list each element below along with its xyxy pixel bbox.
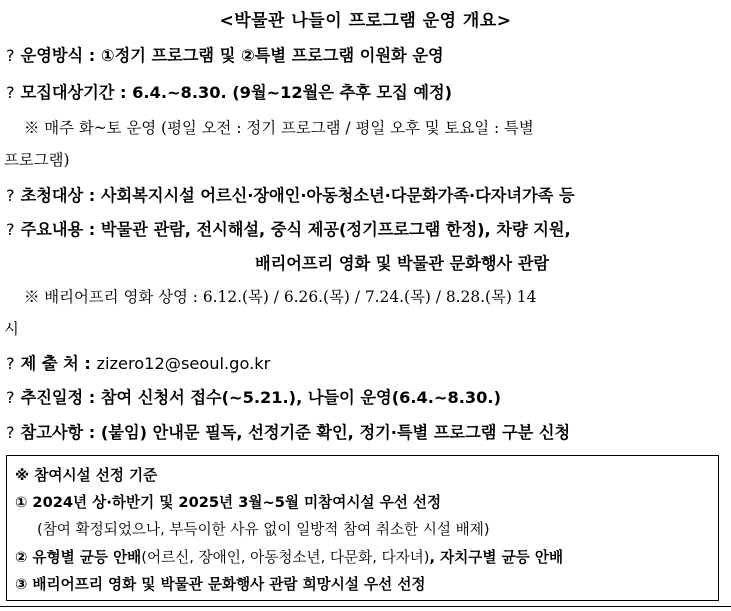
note-schedule-line2: 프로그램) [4,151,70,169]
list-item-schedule [6,384,725,408]
item-label: 모집대상기간 : [20,83,127,102]
submission-email: zizero12@seoul.go.kr [96,354,271,373]
bullet-glyph: ? [6,186,15,205]
criteria-item-1-sub: (참여 확정되었으나, 부득이한 사유 없이 일방적 참여 취소한 시설 배제) [37,521,490,538]
note-film-line2: 시 [4,320,19,338]
item-text: 박물관 관람, 전시해설, 중식 제공(정기프로그램 한정), 차량 지원, [100,220,571,239]
bullet-glyph: ? [6,423,15,442]
criteria-item-3: ③ 배리어프리 영화 및 박물관 문화행사 관람 희망시설 우선 선정 [15,576,426,593]
bullet-glyph: ? [6,46,15,65]
item-label: 주요내용 : [20,220,96,239]
item-label: 제 출 처 : [20,354,91,373]
page-title: <박물관 나들이 프로그램 운영 개요> [219,11,512,31]
item-label: 운영방식 : [20,46,96,65]
item-label: 추진일정 : [20,388,96,407]
item-text: 사회복지시설 어르신·장애인·아동청소년·다문화가족·다자녀가족 등 [100,186,575,205]
list-item-recruitment-period [6,79,725,103]
item-text: 참여 신청서 접수(~5.21.), 나들이 운영(6.4.~8.30.) [100,388,501,407]
note-film-line1: ※ 배리어프리 영화 상영 : 6.12.(목) / 6.26.(목) / 7.24.(목) / 8.28.(목) 14 [24,288,537,306]
list-item-main-content [6,216,725,240]
list-item-notes [6,419,725,443]
criteria-item-2-part-a: ② 유형별 균등 안배 [15,549,142,566]
bullet-glyph: ? [6,354,15,373]
criteria-item-2 [15,546,563,567]
bullet-glyph: ? [6,388,15,407]
criteria-item-2-part-b: (어르신, 장애인, 아동청소년, 다문화, 다자녀) [141,549,430,566]
criteria-heading: ※ 참여시설 선정 기준 [15,467,158,484]
note-schedule-line1: ※ 매주 화~토 운영 (평일 오전 : 정기 프로그램 / 평일 오후 및 토요일 : 특별 [24,119,534,137]
criteria-item-2-part-c: , 자치구별 균등 안배 [429,549,564,566]
bullet-glyph: ? [6,83,15,102]
item-label: 초청대상 : [20,186,96,205]
list-item-submission [6,350,725,374]
bottom-divider [0,606,731,607]
list-item-invitees [6,182,725,206]
item-text: (붙임) 안내문 필독, 선정기준 확인, 정기·특별 프로그램 구분 신청 [100,423,571,442]
criteria-item-1: ① 2024년 상·하반기 및 2025년 3월~5월 미참여시설 우선 선정 [15,494,442,511]
selection-criteria-box [6,455,719,601]
main-content-continuation: 배리어프리 영화 및 박물관 문화행사 관람 [255,254,550,273]
bullet-glyph: ? [6,220,15,239]
item-label: 참고사항 : [20,423,96,442]
item-text: ①정기 프로그램 및 ②특별 프로그램 이원화 운영 [100,46,444,65]
list-item-operation-method [6,42,725,66]
item-text: 6.4.~8.30. (9월~12월은 추후 모집 예정) [132,83,453,102]
